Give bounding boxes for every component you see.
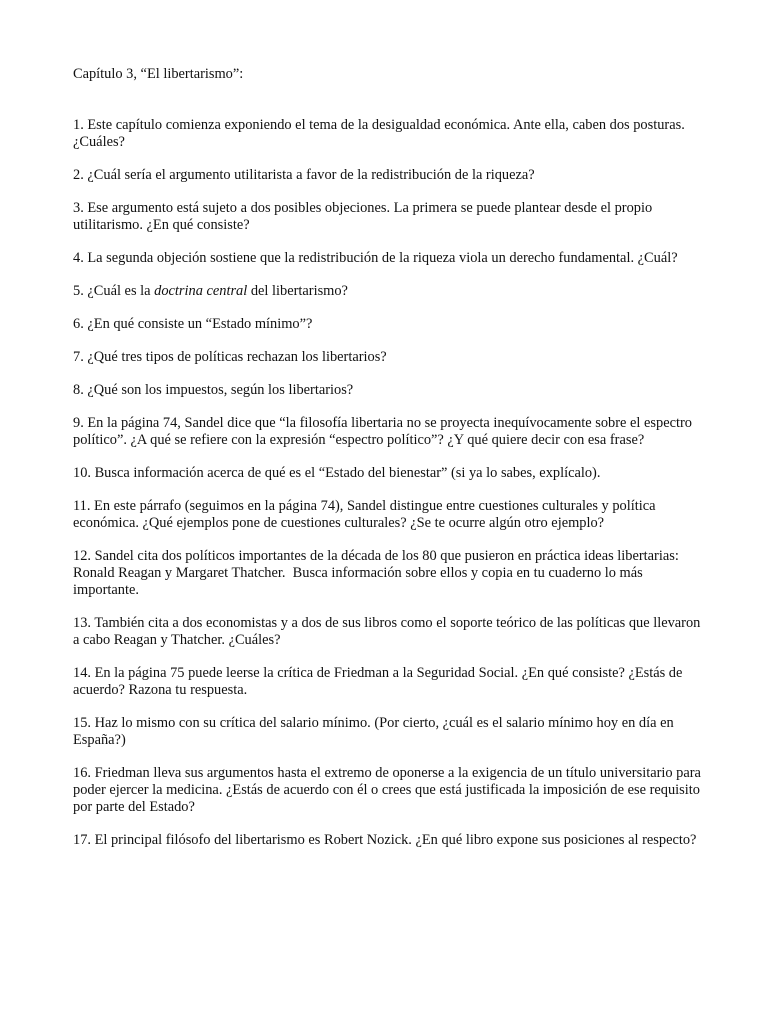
question-4	[73, 250, 703, 267]
question-text: 12. Sandel cita dos políticos importantes de la década de los 80 que pusieron en práctica ideas libertarias: Ronald Reagan y Margaret Thatcher. Busca información sobre ellos y copia en tu cuaderno lo más importante.	[73, 548, 683, 598]
question-text: 6. ¿En qué consiste un “Estado mínimo”?	[73, 316, 313, 332]
question-text: 2. ¿Cuál sería el argumento utilitarista a favor de la redistribución de la riqueza?	[73, 167, 535, 183]
question-text: 16. Friedman lleva sus argumentos hasta el extremo de oponerse a la exigencia de un título universitario para poder ejercer la medicina. ¿Estás de acuerdo con él o crees que está justificada la imposición de ese requisito por parte del Estado?	[73, 765, 701, 815]
question-9	[73, 415, 703, 449]
question-6	[73, 316, 703, 333]
question-2	[73, 167, 703, 184]
question-text: 10. Busca información acerca de qué es el “Estado del bienestar” (si ya lo sabes, explícalo).	[73, 465, 601, 481]
question-10	[73, 465, 703, 482]
document-page	[73, 66, 703, 865]
question-16	[73, 765, 703, 816]
question-1	[73, 117, 703, 151]
question-11	[73, 498, 703, 532]
question-text: 14. En la página 75 puede leerse la crítica de Friedman a la Seguridad Social. ¿En qué consiste? ¿Estás de acuerdo? Razona tu respuesta.	[73, 665, 683, 698]
question-text: 3. Ese argumento está sujeto a dos posibles objeciones. La primera se puede plantear desde el propio utilitarismo. ¿En qué consiste?	[73, 200, 653, 233]
question-15	[73, 715, 703, 749]
question-14	[73, 665, 703, 699]
question-text: 4. La segunda objeción sostiene que la redistribución de la riqueza viola un derecho fundamental. ¿Cuál?	[73, 250, 678, 266]
question-text: 17. El principal filósofo del libertarismo es Robert Nozick. ¿En qué libro expone sus posiciones al respecto?	[73, 832, 697, 848]
question-text: 7. ¿Qué tres tipos de políticas rechazan los libertarios?	[73, 349, 387, 365]
question-text-emphasis: doctrina central	[154, 283, 248, 299]
question-8	[73, 382, 703, 399]
question-text-suffix: del libertarismo?	[247, 283, 348, 299]
question-text: 13. También cita a dos economistas y a dos de sus libros como el soporte teórico de las políticas que llevaron a cabo Reagan y Thatcher. ¿Cuáles?	[73, 615, 701, 648]
question-17	[73, 832, 703, 849]
question-text	[73, 283, 703, 300]
question-text: 1. Este capítulo comienza exponiendo el tema de la desigualdad económica. Ante ella, caben dos posturas. ¿Cuáles?	[73, 117, 685, 150]
question-13	[73, 615, 703, 649]
question-text: 9. En la página 74, Sandel dice que “la filosofía libertaria no se proyecta inequívocamente sobre el espectro político”. ¿A qué se refiere con la expresión “espectro político”? ¿Y qué quiere decir con esa frase?	[73, 415, 692, 448]
question-text-prefix: 5. ¿Cuál es la	[73, 283, 155, 299]
question-text: 11. En este párrafo (seguimos en la página 74), Sandel distingue entre cuestiones culturales y política económica. ¿Qué ejemplos pone de cuestiones culturales? ¿Se te ocurre algún otro ejemplo?	[73, 498, 656, 531]
question-3	[73, 200, 703, 234]
question-text: 15. Haz lo mismo con su crítica del salario mínimo. (Por cierto, ¿cuál es el salario mínimo hoy en día en España?)	[73, 715, 674, 748]
question-text: 8. ¿Qué son los impuestos, según los libertarios?	[73, 382, 354, 398]
question-12	[73, 548, 703, 599]
question-5	[73, 283, 703, 300]
chapter-title: Capítulo 3, “El libertarismo”:	[73, 66, 244, 82]
question-7	[73, 349, 703, 366]
